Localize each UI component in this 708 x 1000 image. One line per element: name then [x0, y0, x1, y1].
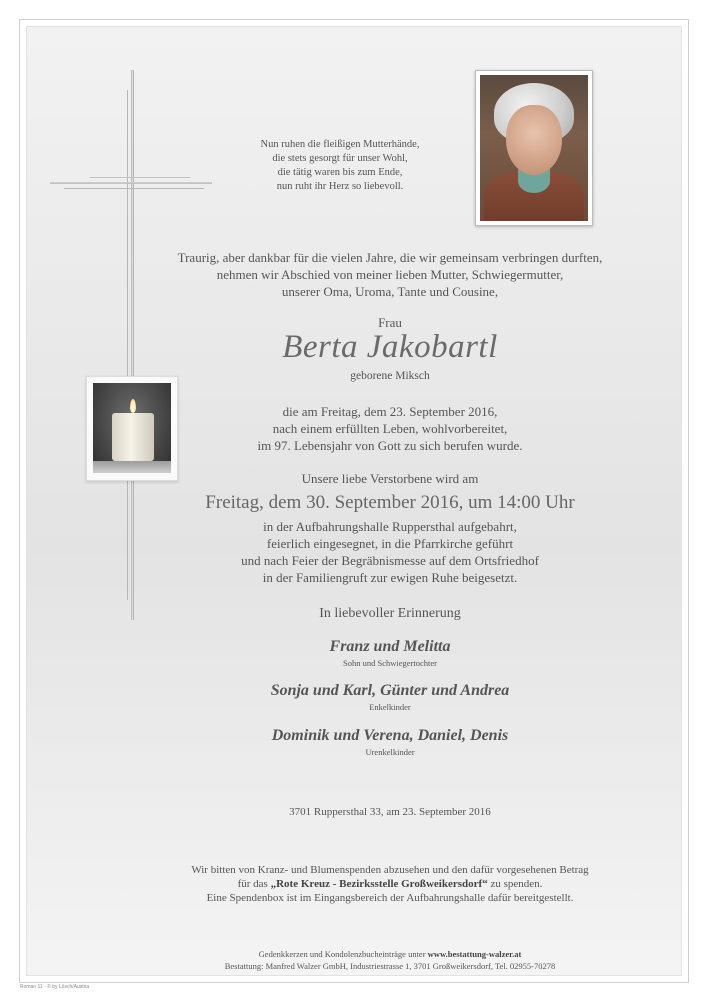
mourner-relation: Urenkelkinder [365, 747, 415, 757]
funeral-line: in der Aufbahrungshalle Ruppersthal aufgebahrt, [263, 519, 517, 534]
poem-line: die stets gesorgt für unser Wohl, [272, 153, 408, 164]
footer-line: Bestattung: Manfred Walzer GmbH, Industriestrasse 1, 3701 Großweikersdorf, Tel. 02955-70278 [224, 961, 556, 971]
place-date: 3701 Ruppersthal 33, am 23. September 2016 [289, 806, 491, 818]
mourner-relation: Enkelkinder [369, 702, 411, 712]
mourner-names: Dominik und Verena, Daniel, Denis [271, 727, 509, 744]
death-line: nach einem erfüllten Leben, wohlvorbereitet, [272, 421, 508, 436]
footer [140, 948, 640, 972]
donation-line: für das „Rote Kreuz - Bezirksstelle Großweikersdorf“ zu spenden. [237, 878, 543, 890]
funeral-line: feierlich eingesegnet, in die Pfarrkirche geführt [266, 536, 514, 551]
mourner-names: Sonja und Karl, Günter und Andrea [270, 682, 510, 699]
intro-text [140, 249, 640, 300]
footer-website: www.bestattung-walzer.at [427, 949, 522, 959]
poem-line: Nun ruhen die fleißigen Mutterhände, [260, 139, 420, 150]
funeral-line: und nach Feier der Begräbnismesse auf dem Ortsfriedhof [241, 553, 539, 568]
intro-line: Traurig, aber dankbar für die vielen Jahre, die wir gemeinsam verbringen durften, [177, 250, 603, 265]
intro-line: nehmen wir Abschied von meiner lieben Mutter, Schwiegermutter, [216, 267, 564, 282]
death-notice [140, 403, 640, 454]
death-line: im 97. Lebensjahr von Gott zu sich berufen wurde. [257, 438, 523, 453]
mourner-relation: Sohn und Schwiegertochter [343, 658, 437, 668]
funeral-details [140, 518, 640, 586]
portrait-photo [475, 70, 593, 226]
mourners-heading: In liebevoller Erinnerung [319, 606, 461, 621]
death-line: die am Freitag, dem 23. September 2016, [282, 404, 498, 419]
donation-request [140, 863, 640, 905]
poem-line: die tätig waren bis zum Ende, [277, 167, 403, 178]
deceased-name: Berta Jakobartl [282, 329, 498, 365]
poem-line: nun ruht ihr Herz so liebevoll. [276, 181, 404, 192]
donation-recipient: „Rote Kreuz - Bezirksstelle Großweikersdorf“ [270, 878, 488, 890]
salutation: Frau [378, 315, 402, 330]
mourner-names: Franz und Melitta [329, 638, 451, 655]
funeral-datetime: Freitag, dem 30. September 2016, um 14:00 Uhr [205, 492, 575, 513]
funeral-intro: Unsere liebe Verstorbene wird am [301, 471, 479, 486]
intro-line: unserer Oma, Uroma, Tante und Cousine, [281, 284, 499, 299]
donation-line: Wir bitten von Kranz- und Blumenspenden abzusehen und den dafür vorgesehenen Betrag [191, 864, 589, 876]
poem [230, 138, 450, 194]
funeral-line: in der Familiengruft zur ewigen Ruhe beigesetzt. [262, 570, 518, 585]
donation-line: Eine Spendenbox ist im Eingangsbereich der Aufbahrungshalle dafür bereitgestellt. [206, 892, 574, 904]
maiden-name: geborene Miksch [350, 370, 430, 382]
template-credit: Roman 11 - © by Lösch/Austria [20, 984, 90, 990]
footer-line: Gedenkkerzen und Kondolenzbucheinträge unter www.bestattung-walzer.at [258, 949, 522, 959]
